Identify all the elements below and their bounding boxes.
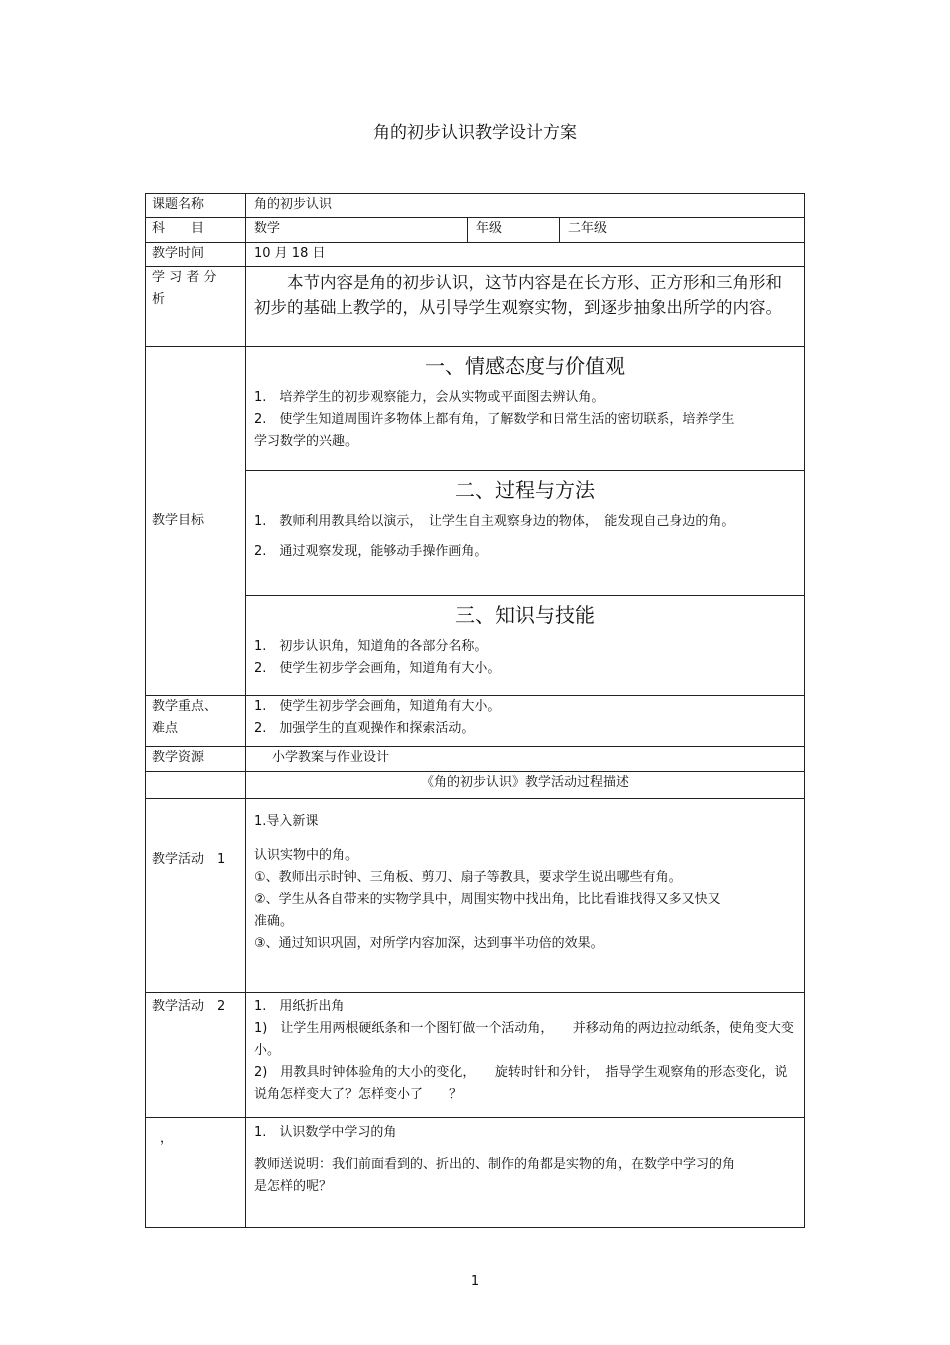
row-keypoints [146,696,805,747]
objective-3-item-1: 1. 初步认识角，知道角的各部分名称。 [254,639,488,654]
activity-2-line-2: 1) 让学生用两根硬纸条和一个图钉做一个活动角， 并移动角的两边拉动纸条，使角变大变小。 [254,1021,794,1058]
time-label: 教学时间 [146,243,246,267]
learner-label-line1: 学 习 者 分 [152,270,217,285]
topic-value: 角的初步认识 [246,194,805,218]
learner-paragraph: 本节内容是角的初步认识，这节内容是在长方形、正方形和三角形和初步的基础上教学的，从引导学生观察实物，到逐步抽象出所学的内容。 [254,273,782,317]
page-number: 1 [470,1274,480,1289]
activity-2-line-1: 1. 用纸折出角 [254,999,345,1014]
row-topic [146,194,805,218]
activity-1-label: 教学活动 1 [146,799,246,993]
objective-heading-2: 二、过程与方法 [455,478,595,502]
learner-label [146,267,246,347]
keypoints-items [246,696,805,747]
keypoints-label-line2: 难点 [152,721,179,736]
activity-1-line-3: ①、教师出示时钟、三角板、剪刀、扇子等教具，要求学生说出哪些有角。 [254,870,682,885]
grade-value: 二年级 [560,218,805,243]
activity-3-label: ， [146,1118,246,1228]
document-title: 角的初步认识教学设计方案 [373,123,577,143]
objective-section-2 [246,471,805,596]
row-learner-analysis [146,267,805,347]
time-value: 10 月 18 日 [246,243,805,267]
activity-2-label: 教学活动 2 [146,993,246,1118]
keypoint-item-1: 1. 使学生初步学会画角，知道角有大小。 [254,699,501,714]
objective-heading-1: 一、情感态度与价值观 [425,354,625,378]
row-objective-1 [146,347,805,471]
activity-3-line-1: 1. 认识数学中学习的角 [254,1125,397,1140]
row-time [146,243,805,267]
activity-2-line-3: 2) 用教具时钟体验角的大小的变化， 旋转时针和分针， 指导学生观察角的形态变化，说说角怎样变大了？怎样变小了 ？ [254,1065,788,1102]
objective-section-3 [246,596,805,696]
activity-1-content [246,799,805,993]
row-activity-1 [146,799,805,993]
row-process-header [146,772,805,799]
keypoints-label [146,696,246,747]
row-subject [146,218,805,243]
learner-label-line2: 析 [152,292,166,307]
resources-value: 小学教案与作业设计 [246,747,805,772]
row-activity-2 [146,993,805,1118]
objective-section-1 [246,347,805,471]
subject-value: 数学 [246,218,468,243]
objective-2-item-2: 2. 通过观察发现，能够动手操作画角。 [254,544,488,559]
objective-heading-3: 三、知识与技能 [455,603,595,627]
objective-1-item-2: 2. 使学生知道周围许多物体上都有角，了解数学和日常生活的密切联系，培养学生学习数学的兴趣。 [254,412,735,449]
activity-3-line-2: 教师送说明：我们前面看到的、折出的、制作的角都是实物的角，在数学中学习的角是怎样的呢？ [254,1157,736,1194]
process-header-blank [146,772,246,799]
activity-3-content [246,1118,805,1228]
lesson-plan-table [145,193,805,1228]
objective-3-item-2: 2. 使学生初步学会画角，知道角有大小。 [254,661,501,676]
resources-label: 教学资源 [146,747,246,772]
objectives-label: 教学目标 [146,347,246,696]
activity-1-line-2: 认识实物中的角。 [254,848,359,863]
process-header: 《角的初步认识》教学活动过程描述 [246,772,805,799]
activity-1-line-5: ③、通过知识巩固，对所学内容加深，达到事半功倍的效果。 [254,936,604,951]
keypoints-label-line1: 教学重点、 [152,699,218,714]
grade-label: 年级 [468,218,560,243]
objective-2-item-1: 1. 教师利用教具给以演示， 让学生自主观察身边的物体， 能发现自己身边的角。 [254,514,735,529]
row-activity-3 [146,1118,805,1228]
learner-text [246,267,805,347]
row-resources [146,747,805,772]
activity-1-line-4: ②、学生从各自带来的实物学具中，周围实物中找出角，比比看谁找得又多又快又准确。 [254,892,721,929]
keypoint-item-2: 2. 加强学生的直观操作和探索活动。 [254,721,475,736]
activity-2-content [246,993,805,1118]
objective-1-item-1: 1. 培养学生的初步观察能力，会从实物或平面图去辨认角。 [254,390,605,405]
subject-label: 科 目 [146,218,246,243]
topic-label: 课题名称 [146,194,246,218]
activity-1-line-1: 1.导入新课 [254,814,319,829]
